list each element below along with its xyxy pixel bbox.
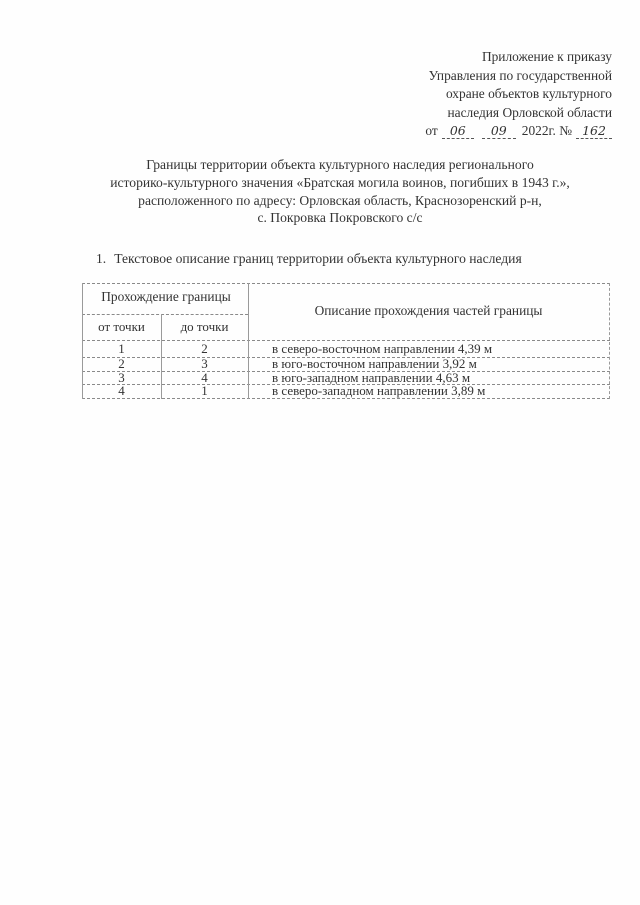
order-line <box>425 122 612 141</box>
section-title: Текстовое описание границ территории объекта культурного наследия <box>114 251 522 266</box>
section-number: 1. <box>96 251 107 266</box>
appendix-line: охране объектов культурного <box>445 86 612 102</box>
table-cell-to: 3 <box>201 356 208 371</box>
table-cell-from: 3 <box>118 370 125 385</box>
table-cell-to: 2 <box>201 341 208 356</box>
title-line: историко-культурного значения «Братская могила воинов, погибших в 1943 г.», <box>110 174 570 190</box>
table-group-header: Прохождение границы <box>101 289 231 304</box>
order-number-handwritten: 162 <box>576 123 612 139</box>
boundary-table <box>82 283 610 399</box>
table-rule <box>248 283 249 399</box>
table-cell-from: 1 <box>118 341 125 356</box>
table-cell-from: 4 <box>118 383 125 398</box>
section-heading <box>96 250 522 267</box>
document-title <box>60 156 620 227</box>
table-cell-description: в юго-западном направлении 4,63 м <box>272 370 471 385</box>
table-cell-to: 4 <box>201 370 208 385</box>
table-cell-to: 1 <box>201 383 208 398</box>
appendix-line: Приложение к приказу <box>481 49 612 64</box>
table-cell-description: в северо-западном направлении 3,89 м <box>272 383 486 398</box>
table-rule <box>82 283 610 284</box>
table-cell-from: 2 <box>118 356 125 371</box>
title-line: расположенного по адресу: Орловская область, Краснозоренский р-н, <box>138 192 542 208</box>
order-day-handwritten: 06 <box>442 123 474 139</box>
order-prefix: от <box>425 123 438 139</box>
title-line: с. Покровка Покровского с/с <box>257 210 423 226</box>
table-header-to: до точки <box>180 319 229 334</box>
table-header-description: Описание прохождения частей границы <box>314 303 543 318</box>
order-year: 2022г. № <box>521 123 572 139</box>
appendix-header <box>425 48 612 141</box>
table-header-from: от точки <box>98 319 145 334</box>
table-cell-description: в северо-восточном направлении 4,39 м <box>272 341 493 356</box>
table-cell-description: в юго-восточном направлении 3,92 м <box>272 356 477 371</box>
appendix-line: наследия Орловской области <box>447 104 612 120</box>
table-rule <box>82 314 248 315</box>
appendix-line: Управления по государственной <box>428 67 612 83</box>
title-line: Границы территории объекта культурного наследия регионального <box>146 157 534 172</box>
table-rule <box>609 283 610 399</box>
order-month-handwritten: 09 <box>482 123 516 139</box>
